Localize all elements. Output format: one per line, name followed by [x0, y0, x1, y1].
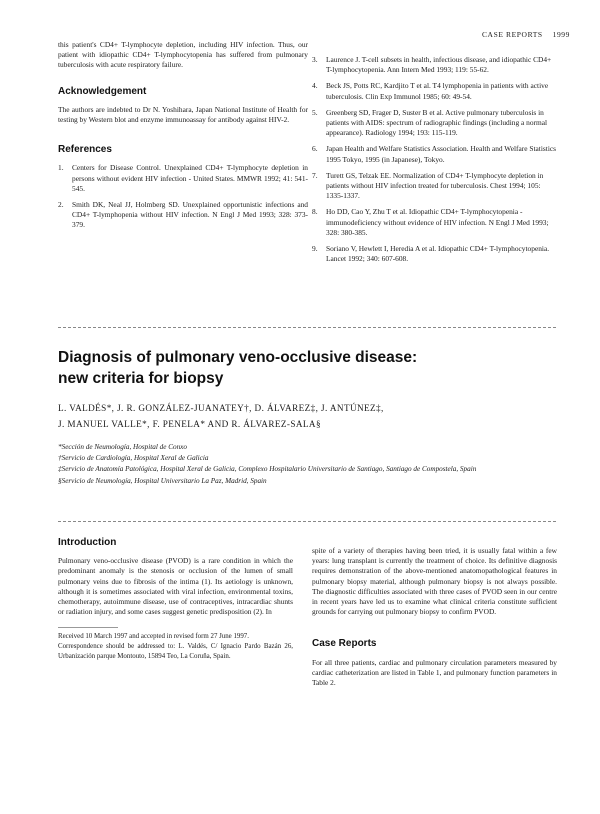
- correspondence-note: Correspondence should be addressed to: L. Valdés, C/ Ignacio Pardo Bazán 26, Urbanización parque Montouto, 15894 Teo, La Coruña, Spain.: [58, 643, 293, 660]
- affiliation-item: §Servicio de Neumología, Hospital Universitario La Paz, Madrid, Spain: [58, 476, 267, 485]
- reference-item: 8. Ho DD, Cao Y, Zhu T et al. Idiopathic CD4+ T-lymphocytopenia - immunodeficiency without evidence of HIV infection. N Engl J Med 1993; 328: 380-385.: [312, 207, 549, 237]
- article-divider: [58, 327, 556, 328]
- affiliation-item: ‡Servicio de Anatomía Patológica, Hospital Xeral de Galicia, Complexo Hospitalario Universitario de Santiago, Santiago de Compostela, Spain: [58, 465, 477, 474]
- reference-item: 4. Beck JS, Potts RC, Kardjito T et al. T4 lymphopenia in patients with active tuberculosis. Clin Exp Immunol 1985; 60: 49-54.: [312, 81, 549, 101]
- article-right-column: [312, 546, 557, 688]
- article-title-line-2: new criteria for biopsy: [58, 370, 224, 387]
- reference-item: 3. Laurence J. T-cell subsets in health, infectious disease, and idiopathic CD4+ T-lymphocytopenia. Ann Intern Med 1993; 119: 55-62.: [312, 55, 552, 75]
- case-reports-heading: Case Reports: [312, 638, 377, 650]
- page-number: 1999: [552, 30, 570, 39]
- affiliations: [58, 442, 538, 487]
- prev-article-right-column: [312, 55, 557, 270]
- reference-item: 7. Turett GS, Telzak EE. Normalization of CD4+ T-lymphocyte depletion in patients without HIV infection treated for tuberculosis. Chest 1994; 105: 1335-1337.: [312, 170, 544, 201]
- article-title: [58, 347, 548, 389]
- article-footnotes: [58, 627, 293, 661]
- references-list-right: [312, 55, 557, 264]
- references-list-left: [58, 163, 308, 230]
- reference-item: 9. Soriano V, Hewlett I, Heredia A et al. Idiopathic CD4+ T-lymphocytopenia. Lancet 1992; 340: 607-608.: [312, 244, 550, 264]
- authors-line-1: L. VALDÉS*, J. R. GONZÁLEZ-JUANATEY†, D. ÁLVAREZ‡, J. ANTÚNEZ‡,: [58, 403, 384, 413]
- article-left-column: [58, 538, 293, 661]
- introduction-heading: Introduction: [58, 537, 117, 548]
- running-header: [482, 30, 570, 40]
- article-title-line-1: Diagnosis of pulmonary veno-occlusive disease:: [58, 349, 418, 366]
- introduction-paragraph: Pulmonary veno-occlusive disease (PVOD) is a rare condition in which the predominant anomaly is the stenosis or occlusion of the lumen of small pulmonary veins due to fibrosis of the intima (1). Its aetiology is unknown, although it is sometimes associated with viral infection, environmental toxins, chemotherapy, autoimmune disease, use of contraceptives, intracardiac shunts or radiation injury, and some cases suggest genetic predisposition (2). In: [58, 556, 293, 617]
- footnote-rule: [58, 627, 118, 628]
- received-note: Received 10 March 1997 and accepted in revised form 27 June 1997.: [58, 633, 249, 641]
- authors-line-2: J. MANUEL VALLE*, F. PENELA* AND R. ÁLVAREZ-SALA§: [58, 419, 321, 429]
- acknowledgement-text: The authors are indebted to Dr N. Yoshihara, Japan National Institute of Health for testing by Western blot and enzyme immunoassay for antibody against HIV-2.: [58, 104, 308, 125]
- running-title: CASE REPORTS: [481, 30, 543, 39]
- case-reports-text: For all three patients, cardiac and pulmonary circulation parameters measured by cardiac catheterization are listed in Table 1, and pulmonary function parameters in Table 2.: [312, 657, 557, 688]
- continuation-paragraph: this patient's CD4+ T-lymphocyte depletion, including HIV infection. Thus, our patient with idiopathic CD4+ T-lymphocytopenia has suffered from pulmonary tuberculosis with acute respiratory failure.: [58, 40, 308, 70]
- affiliation-item: †Servicio de Cardiología, Hospital Xeral de Galicia: [58, 454, 209, 463]
- prev-article-left-column: [58, 40, 308, 237]
- intro-continuation: spite of a variety of therapies having been tried, it is usually fatal within a few years: lung transplant is currently the treatment of choice. Its definitive diagnosis requires demonstration of the above-mentioned anatomopathological features in pulmonary biopsy material, although pulmonary biopsy is not always possible. The diagnostic difficulties associated with three cases of PVOD seen in our centre in recent years have led us to examine what clinical criteria constitute sufficient grounds for carrying out pulmonary biopsy to confirm PVOD.: [312, 546, 557, 617]
- acknowledgement-heading: Acknowledgement: [58, 85, 147, 97]
- references-heading: References: [58, 144, 112, 156]
- reference-item: 5. Greenberg SD, Frager D, Suster B et al. Active pulmonary tuberculosis in patients with AIDS: spectrum of radiographic findings (including a normal appearance). Radiology 1994; 193: 115-119.: [312, 107, 548, 138]
- reference-item: 1. Centers for Disease Control. Unexplained CD4+ T-lymphocyte depletion in persons without evident HIV infection - United States. MMWR 1992; 41: 541-545.: [58, 163, 308, 193]
- reference-item: 6. Japan Health and Welfare Statistics Association. Health and Welfare Statistics 1995 Tokyo, 1995 (in Japanese), Tokyo.: [312, 144, 557, 164]
- header-divider: [58, 521, 556, 522]
- reference-item: 2. Smith DK, Neal JJ, Holmberg SD. Unexplained opportunistic infections and CD4+ T-lymphopenia without HIV infection. N Engl J Med 1993; 328: 373-379.: [58, 200, 308, 230]
- author-list: [58, 400, 508, 432]
- affiliation-item: *Sección de Neumología, Hospital de Conxo: [58, 443, 187, 451]
